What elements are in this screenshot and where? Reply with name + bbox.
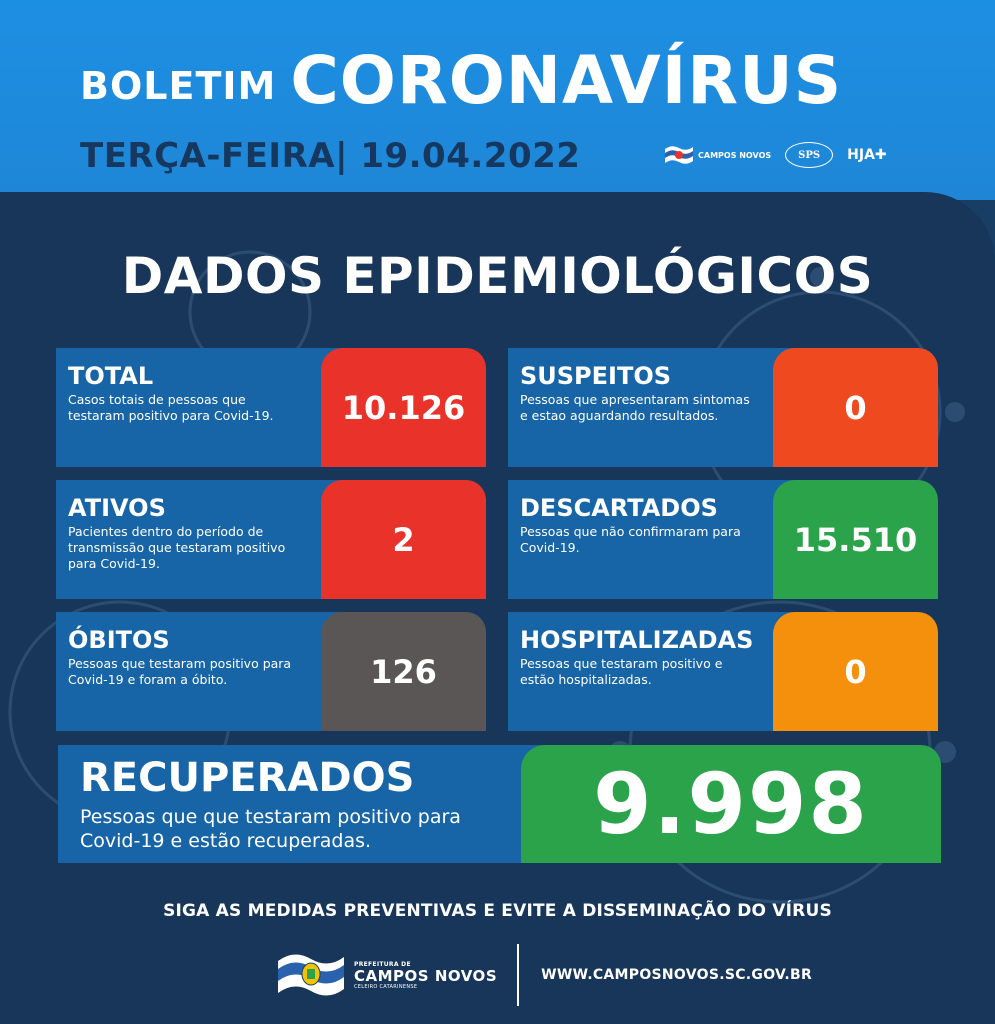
- footer-brand-sub: CELEIRO CATARINENSE: [354, 983, 418, 990]
- virus-background-icon: [0, 192, 995, 1024]
- card-suspeitos-label: SUSPEITOS: [520, 362, 672, 390]
- card-descartados-desc: Pessoas que não confirmaram para Covid-19.: [520, 524, 741, 555]
- card-ativos-value: 2: [321, 480, 486, 599]
- prefeitura-logo-text: CAMPOS NOVOS: [698, 150, 772, 160]
- title-prefix: BOLETIM: [80, 64, 277, 108]
- card-recuperados-label: RECUPERADOS: [80, 755, 415, 801]
- flag-icon: [664, 144, 694, 166]
- card-descartados: [508, 480, 938, 599]
- bulletin-title: [80, 42, 843, 119]
- card-recuperados: [58, 745, 941, 863]
- card-recuperados-desc: Pessoas que que testaram positivo para Covid-19 e estão recuperadas.: [80, 806, 461, 852]
- card-ativos-desc: Pacientes dentro do período de transmissão que testaram positivo para Covid-19.: [68, 524, 286, 571]
- card-ativos-label: ATIVOS: [68, 494, 166, 522]
- card-suspeitos-desc: Pessoas que apresentaram sintomas e estao aguardando resultados.: [520, 392, 750, 423]
- footer: [276, 944, 812, 1006]
- card-total-value: 10.126: [321, 348, 486, 467]
- card-total: [56, 348, 486, 467]
- card-obitos-value: 126: [321, 612, 486, 731]
- footer-brand-pre: PREFEITURA DE: [354, 960, 411, 968]
- footer-brand-name: CAMPOS NOVOS: [354, 966, 498, 985]
- sps-logo: SPS: [785, 142, 833, 168]
- website-link[interactable]: WWW.CAMPOSNOVOS.SC.GOV.BR: [541, 967, 813, 983]
- plus-icon: ✚: [874, 147, 887, 163]
- footer-divider: [517, 944, 519, 1006]
- hja-logo: [847, 147, 887, 163]
- card-hospitalizadas-value: 0: [773, 612, 938, 731]
- card-recuperados-value: 9.998: [521, 745, 941, 863]
- card-suspeitos: [508, 348, 938, 467]
- card-obitos-label: ÓBITOS: [68, 626, 170, 654]
- partner-logos: [664, 142, 887, 168]
- card-obitos-desc: Pessoas que testaram positivo para Covid-19 e foram a óbito.: [68, 656, 292, 687]
- card-ativos: [56, 480, 486, 599]
- card-hospitalizadas: [508, 612, 938, 731]
- prevention-message: SIGA AS MEDIDAS PREVENTIVAS E EVITE A DISSEMINAÇÃO DO VÍRUS: [163, 901, 832, 921]
- card-total-desc: Casos totais de pessoas que testaram positivo para Covid-19.: [68, 392, 274, 423]
- footer-brand: [354, 961, 497, 990]
- section-title: DADOS EPIDEMIOLÓGICOS: [121, 247, 874, 305]
- card-total-label: TOTAL: [68, 362, 154, 390]
- campos-novos-flag-icon: [276, 949, 346, 1001]
- title-main: CORONAVÍRUS: [290, 42, 843, 119]
- card-descartados-label: DESCARTADOS: [520, 494, 718, 522]
- card-suspeitos-value: 0: [773, 348, 938, 467]
- card-obitos: [56, 612, 486, 731]
- card-hospitalizadas-label: HOSPITALIZADAS: [520, 626, 754, 654]
- bulletin-date: TERÇA-FEIRA| 19.04.2022: [80, 136, 581, 176]
- hja-logo-text: HJA: [847, 147, 875, 163]
- card-hospitalizadas-desc: Pessoas que testaram positivo e estão hospitalizadas.: [520, 656, 723, 687]
- card-descartados-value: 15.510: [773, 480, 938, 599]
- prefeitura-logo: [664, 144, 771, 166]
